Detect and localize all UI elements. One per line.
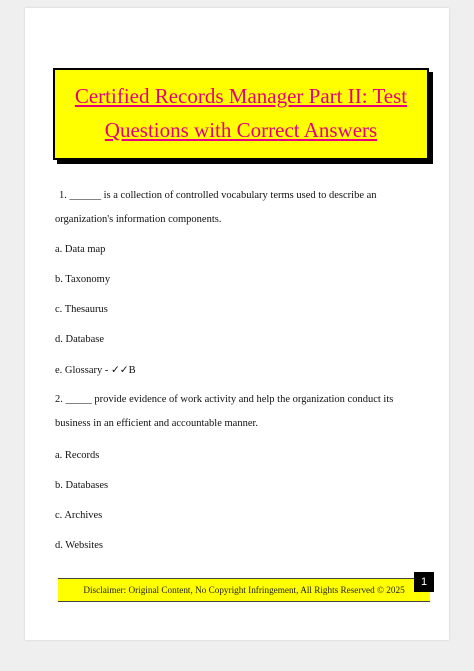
question-2-option-b: b. Databases (55, 480, 109, 491)
question-2-option-d: d. Websites (55, 540, 103, 551)
question-2-option-a: a. Records (55, 450, 100, 461)
title-line-2: Questions with Correct Answers (104, 118, 378, 142)
disclaimer-footer: Disclaimer: Original Content, No Copyright Infringement, All Rights Reserved © 2025 (58, 578, 430, 602)
title-line-1: Certified Records Manager Part II: Test (74, 84, 408, 108)
question-1-stem-line-1: 1. ______ is a collection of controlled vocabulary terms used to describe an (59, 190, 377, 201)
question-1-option-b: b. Taxonomy (55, 274, 111, 285)
question-2-stem-line-2: business in an efficient and accountable manner. (55, 418, 259, 429)
question-1-stem-line-2: organization's information components. (55, 214, 222, 225)
document-page (25, 8, 449, 640)
question-2-option-c: c. Archives (55, 510, 103, 521)
question-1-option-a: a. Data map (55, 244, 106, 255)
question-2-stem-line-1: 2. _____ provide evidence of work activity and help the organization conduct its (55, 394, 394, 405)
question-1-option-d: d. Database (55, 334, 104, 345)
question-1-option-e: e. Glossary - ✓✓B (55, 365, 136, 376)
title-box (53, 68, 429, 160)
question-1-option-c: c. Thesaurus (55, 304, 108, 315)
page-number-badge: 1 (414, 572, 434, 592)
